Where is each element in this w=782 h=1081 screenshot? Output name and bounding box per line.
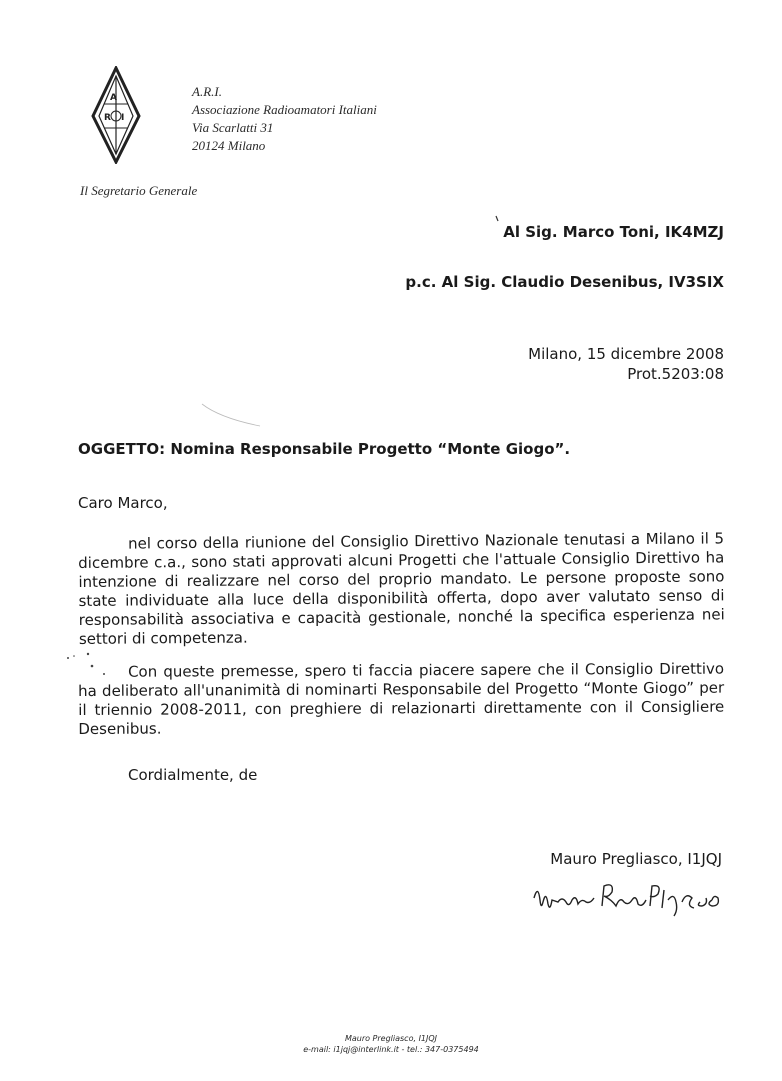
svg-text:R: R — [104, 113, 111, 123]
letter-date: Milano, 15 dicembre 2008 — [528, 345, 724, 363]
letterhead-address — [192, 83, 377, 155]
org-acronym: A.R.I. — [192, 84, 222, 99]
protocol-number: Prot.5203:08 — [627, 365, 724, 383]
sender-title: Il Segretario Generale — [80, 183, 198, 198]
footer-contact: e-mail: i1jqj@interlink.it - tel.: 347-0375494 — [303, 1045, 479, 1054]
org-street: Via Scarlatti 31 — [192, 120, 274, 135]
org-name: Associazione Radioamatori Italiani — [192, 102, 377, 117]
body-paragraph: nel corso della riunione del Consiglio Direttivo Nazionale tenutasi a Milano il 5 dicembre c.a., sono stati approvati alcuni Progetti che l'attuale Consiglio Direttivo ha intenzione di realizzare nel corso del proprio mandato. Le persone proposte sono state individuate alla luce della disponibilità offerta, dopo aver valutato senso di responsabilità associativa e capacità gestionale, nonché la specifica esperienza nei settori di competenza. — [78, 529, 725, 648]
body-paragraph: Con queste premesse, spero ti faccia piacere sapere che il Consiglio Direttivo ha deliberato all'unanimità di nominarti Responsabile del Progetto “Monte Giogo” per il triennio 2008-2011, con preghiere di relazionarti direttamente con il Consigliere Desenibus. — [78, 659, 725, 738]
date-block — [528, 344, 724, 384]
recipient-to: Al Sig. Marco Toni, IK4MZJ — [503, 223, 724, 241]
letter-subject: OGGETTO: Nomina Responsabile Progetto “Monte Giogo”. — [78, 440, 571, 458]
ari-diamond-logo-icon — [90, 66, 142, 164]
footer-name: Mauro Pregliasco, I1JQJ — [344, 1034, 438, 1043]
handwritten-signature — [528, 876, 723, 922]
svg-text:A: A — [110, 93, 117, 103]
signer-name: Mauro Pregliasco, I1JQJ — [550, 850, 722, 868]
salutation: Caro Marco, — [78, 494, 168, 512]
recipient-cc: p.c. Al Sig. Claudio Desenibus, IV3SIX — [405, 273, 724, 291]
scan-mark — [494, 208, 502, 216]
scan-smudge — [200, 400, 280, 430]
svg-text:I: I — [121, 113, 125, 123]
closing: Cordialmente, de — [128, 766, 258, 784]
org-city: 20124 Milano — [192, 138, 266, 153]
